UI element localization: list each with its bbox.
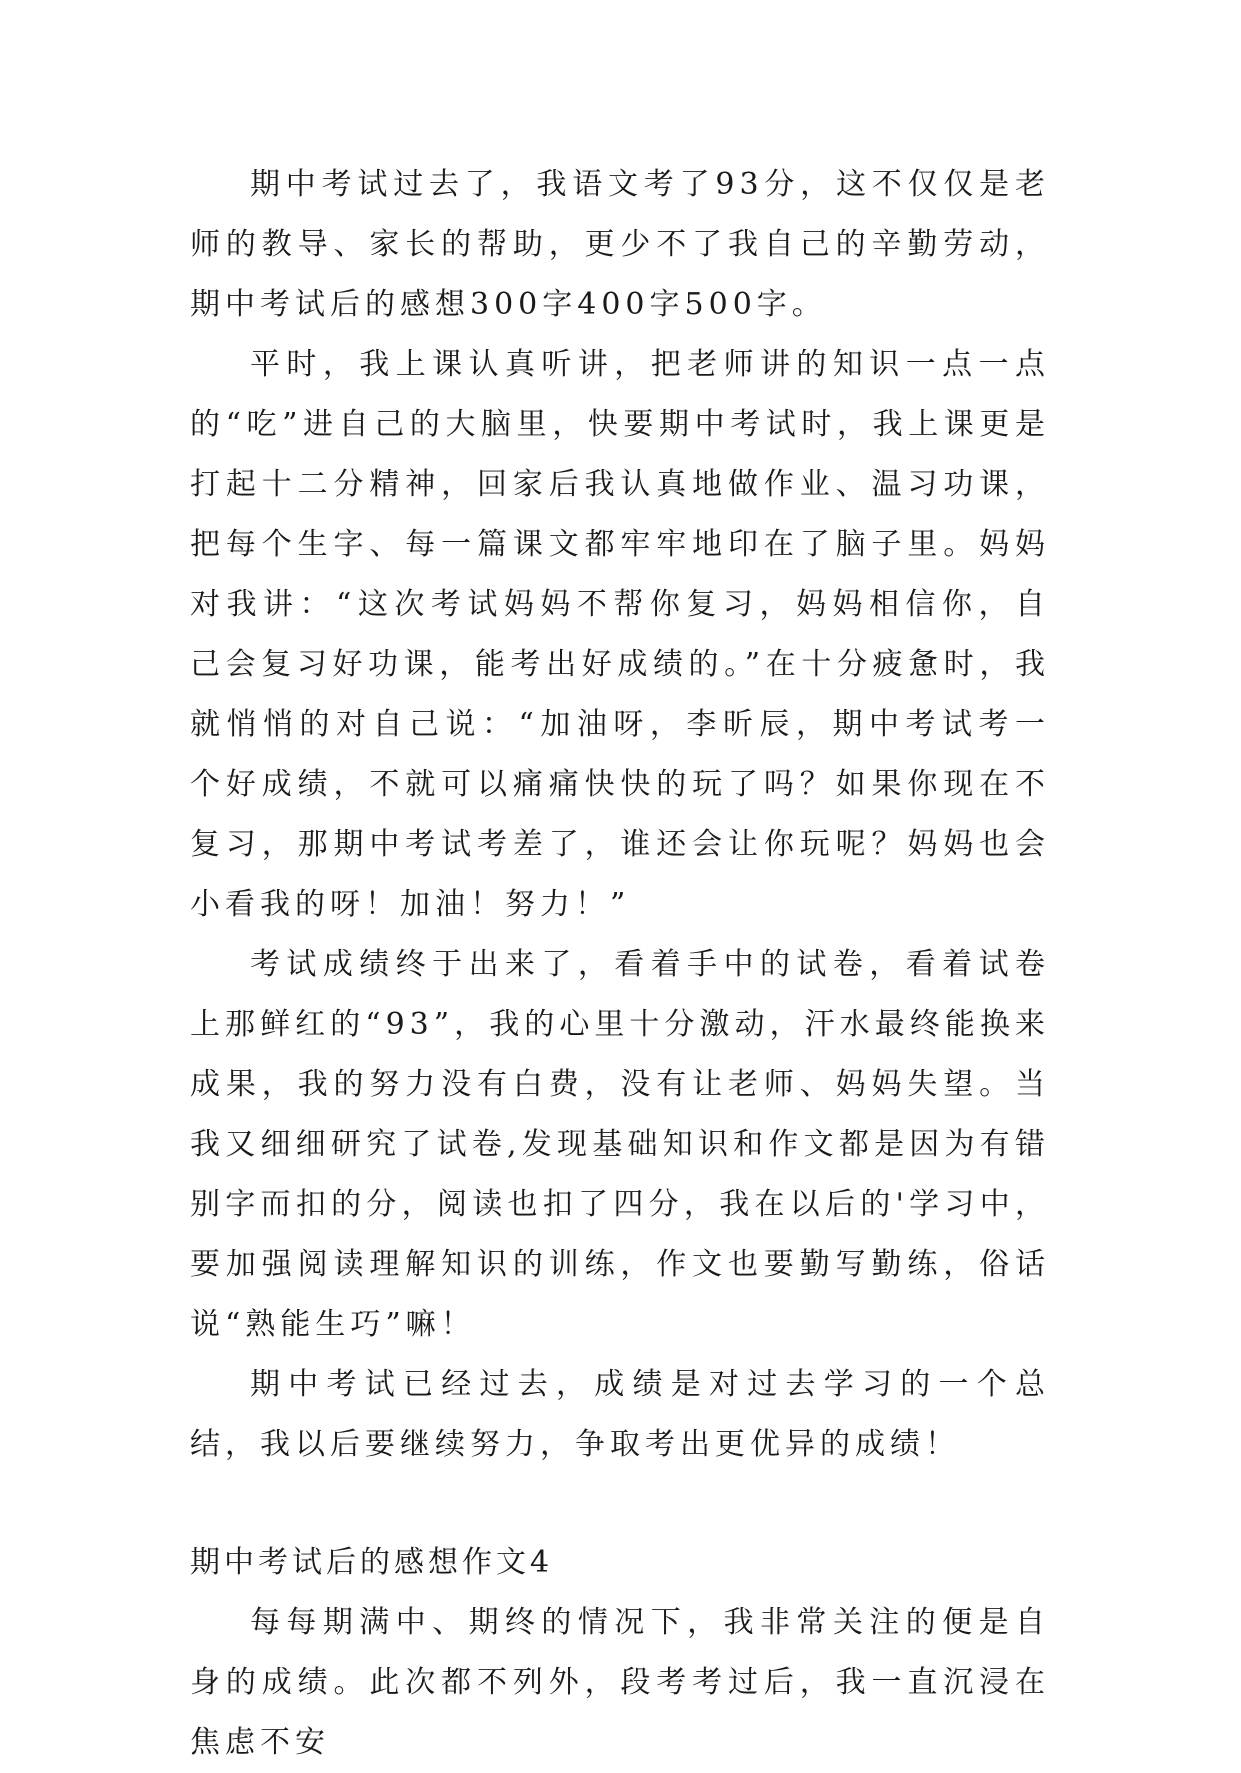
paragraph-1: 期中考试过去了，我语文考了93分，这不仅仅是老师的教导、家长的帮助，更少不了我自己的辛勤劳动，期中考试后的感想300字400字500字。 xyxy=(190,167,1050,322)
paragraph-2: 平时，我上课认真听讲，把老师讲的知识一点一点的“吃”进自己的大脑里，快要期中考试时，我上课更是打起十二分精神，回家后我认真地做作业、温习功课，把每个生字、每一篇课文都牢牢地印在了脑子里。妈妈对我讲：“这次考试妈妈不帮你复习，妈妈相信你，自己会复习好功课，能考出好成绩的。”在十分疲惫时，我就悄悄的对自己说：“加油呀，李昕辰，期中考试考一个好成绩，不就可以痛痛快快的玩了吗？如果你现在不复习，那期中考试考差了，谁还会让你玩呢？妈妈也会小看我的呀！加油！努力！” xyxy=(190,347,1050,922)
section-heading: 期中考试后的感想作文4 xyxy=(190,1545,554,1580)
paragraph-4: 期中考试已经过去，成绩是对过去学习的一个总结，我以后要继续努力，争取考出更优异的成绩！ xyxy=(190,1367,1050,1462)
paragraph-3: 考试成绩终于出来了，看着手中的试卷，看着试卷上那鲜红的“93”，我的心里十分激动，汗水最终能换来成果，我的努力没有白费，没有让老师、妈妈失望。当我又细细研究了试卷,发现基础知识和作文都是因为有错别字而扣的分，阅读也扣了四分，我在以后的'学习中，要加强阅读理解知识的训练，作文也要勤写勤练，俗话说“熟能生巧”嘛！ xyxy=(190,947,1050,1342)
document-body xyxy=(190,155,1050,1773)
section-paragraph-1: 每每期满中、期终的情况下，我非常关注的便是自身的成绩。此次都不列外，段考考过后，我一直沉浸在焦虑不安 xyxy=(190,1605,1050,1760)
